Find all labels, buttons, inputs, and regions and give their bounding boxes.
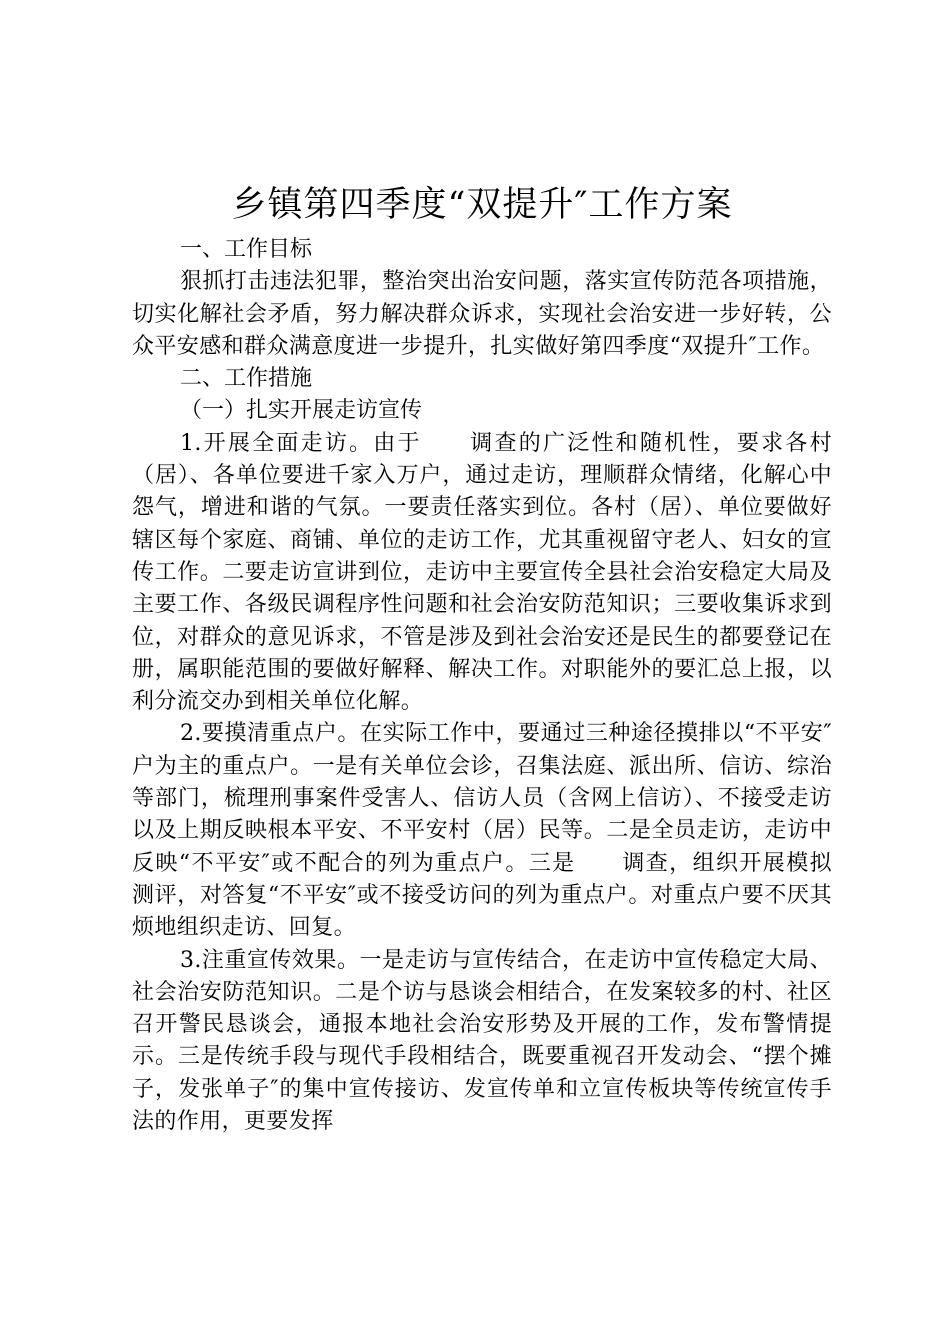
document-page	[132, 182, 877, 1138]
section-heading-measures: 二、工作措施	[180, 366, 313, 392]
paragraph-item-2: 2.要摸清重点户。在实际工作中，要通过三种途径摸排以“不平安″户为主的重点户。一是有关单位会诊，召集法庭、派出所、信访、综治等部门，梳理刑事案件受害人、信访人员（含网上信访）、不接受走访以及上期反映根本平安、不平安村（居）民等。二是全员走访，走访中反映“不平安″或不配合的列为重点户。三是 调查，组织开展模拟 测评，对答复“不平安″或不接受访问的列为重点户。对重点户要不厌其烦地组织走访、回复。	[132, 721, 877, 941]
document-title: 乡镇第四季度“双提升″工作方案	[231, 185, 733, 225]
paragraph-item-3: 3.注重宣传效果。一是走访与宣传结合，在走访中宣传稳定大局、社会治安防范知识。二是个访与恳谈会相结合，在发案较多的村、社区召开警民恳谈会，通报本地社会治安形势及开展的工作，发布警情提示。三是传统手段与现代手段相结合，既要重视召开发动会、“摆个摊子，发张单子″的集中宣传接访、发宣传单和立宣传板块等传统宣传手法的作用，更要发挥	[132, 947, 832, 1135]
paragraph-goals: 狠抓打击违法犯罪，整治突出治安问题，落实宣传防范各项措施，切实化解社会矛盾，努力解决群众诉求，实现社会治安进一步好转，公众平安感和群众满意度进一步提升，扎实做好第四季度“双提升″工作。	[132, 269, 832, 359]
paragraph-item-1: 1.开展全面走访。由于 调查的广泛性和随机性，要求各村（居）、各单位要进千家入万户，通过走访，理顺群众情绪，化解心中怨气，增进和谐的气氛。一要责任落实到位。各村（居）、单位要做好辖区每个家庭、商铺、单位的走访工作，尤其重视留守老人、妇女的宣传工作。二要走访宣讲到位，走访中主要宣传全县社会治安稳定大局及主要工作、各级民调程序性问题和社会治安防范知识；三要收集诉求到位，对群众的意见诉求，不管是涉及到社会治安还是民生的都要登记在册，属职能范围的要做好解释、解决工作。对职能外的要汇总上报，以利分流交办到相关单位化解。	[132, 430, 832, 715]
subsection-heading-visits: （一）扎实开展走访宣传	[180, 398, 423, 424]
section-heading-goals: 一、工作目标	[180, 237, 313, 262]
